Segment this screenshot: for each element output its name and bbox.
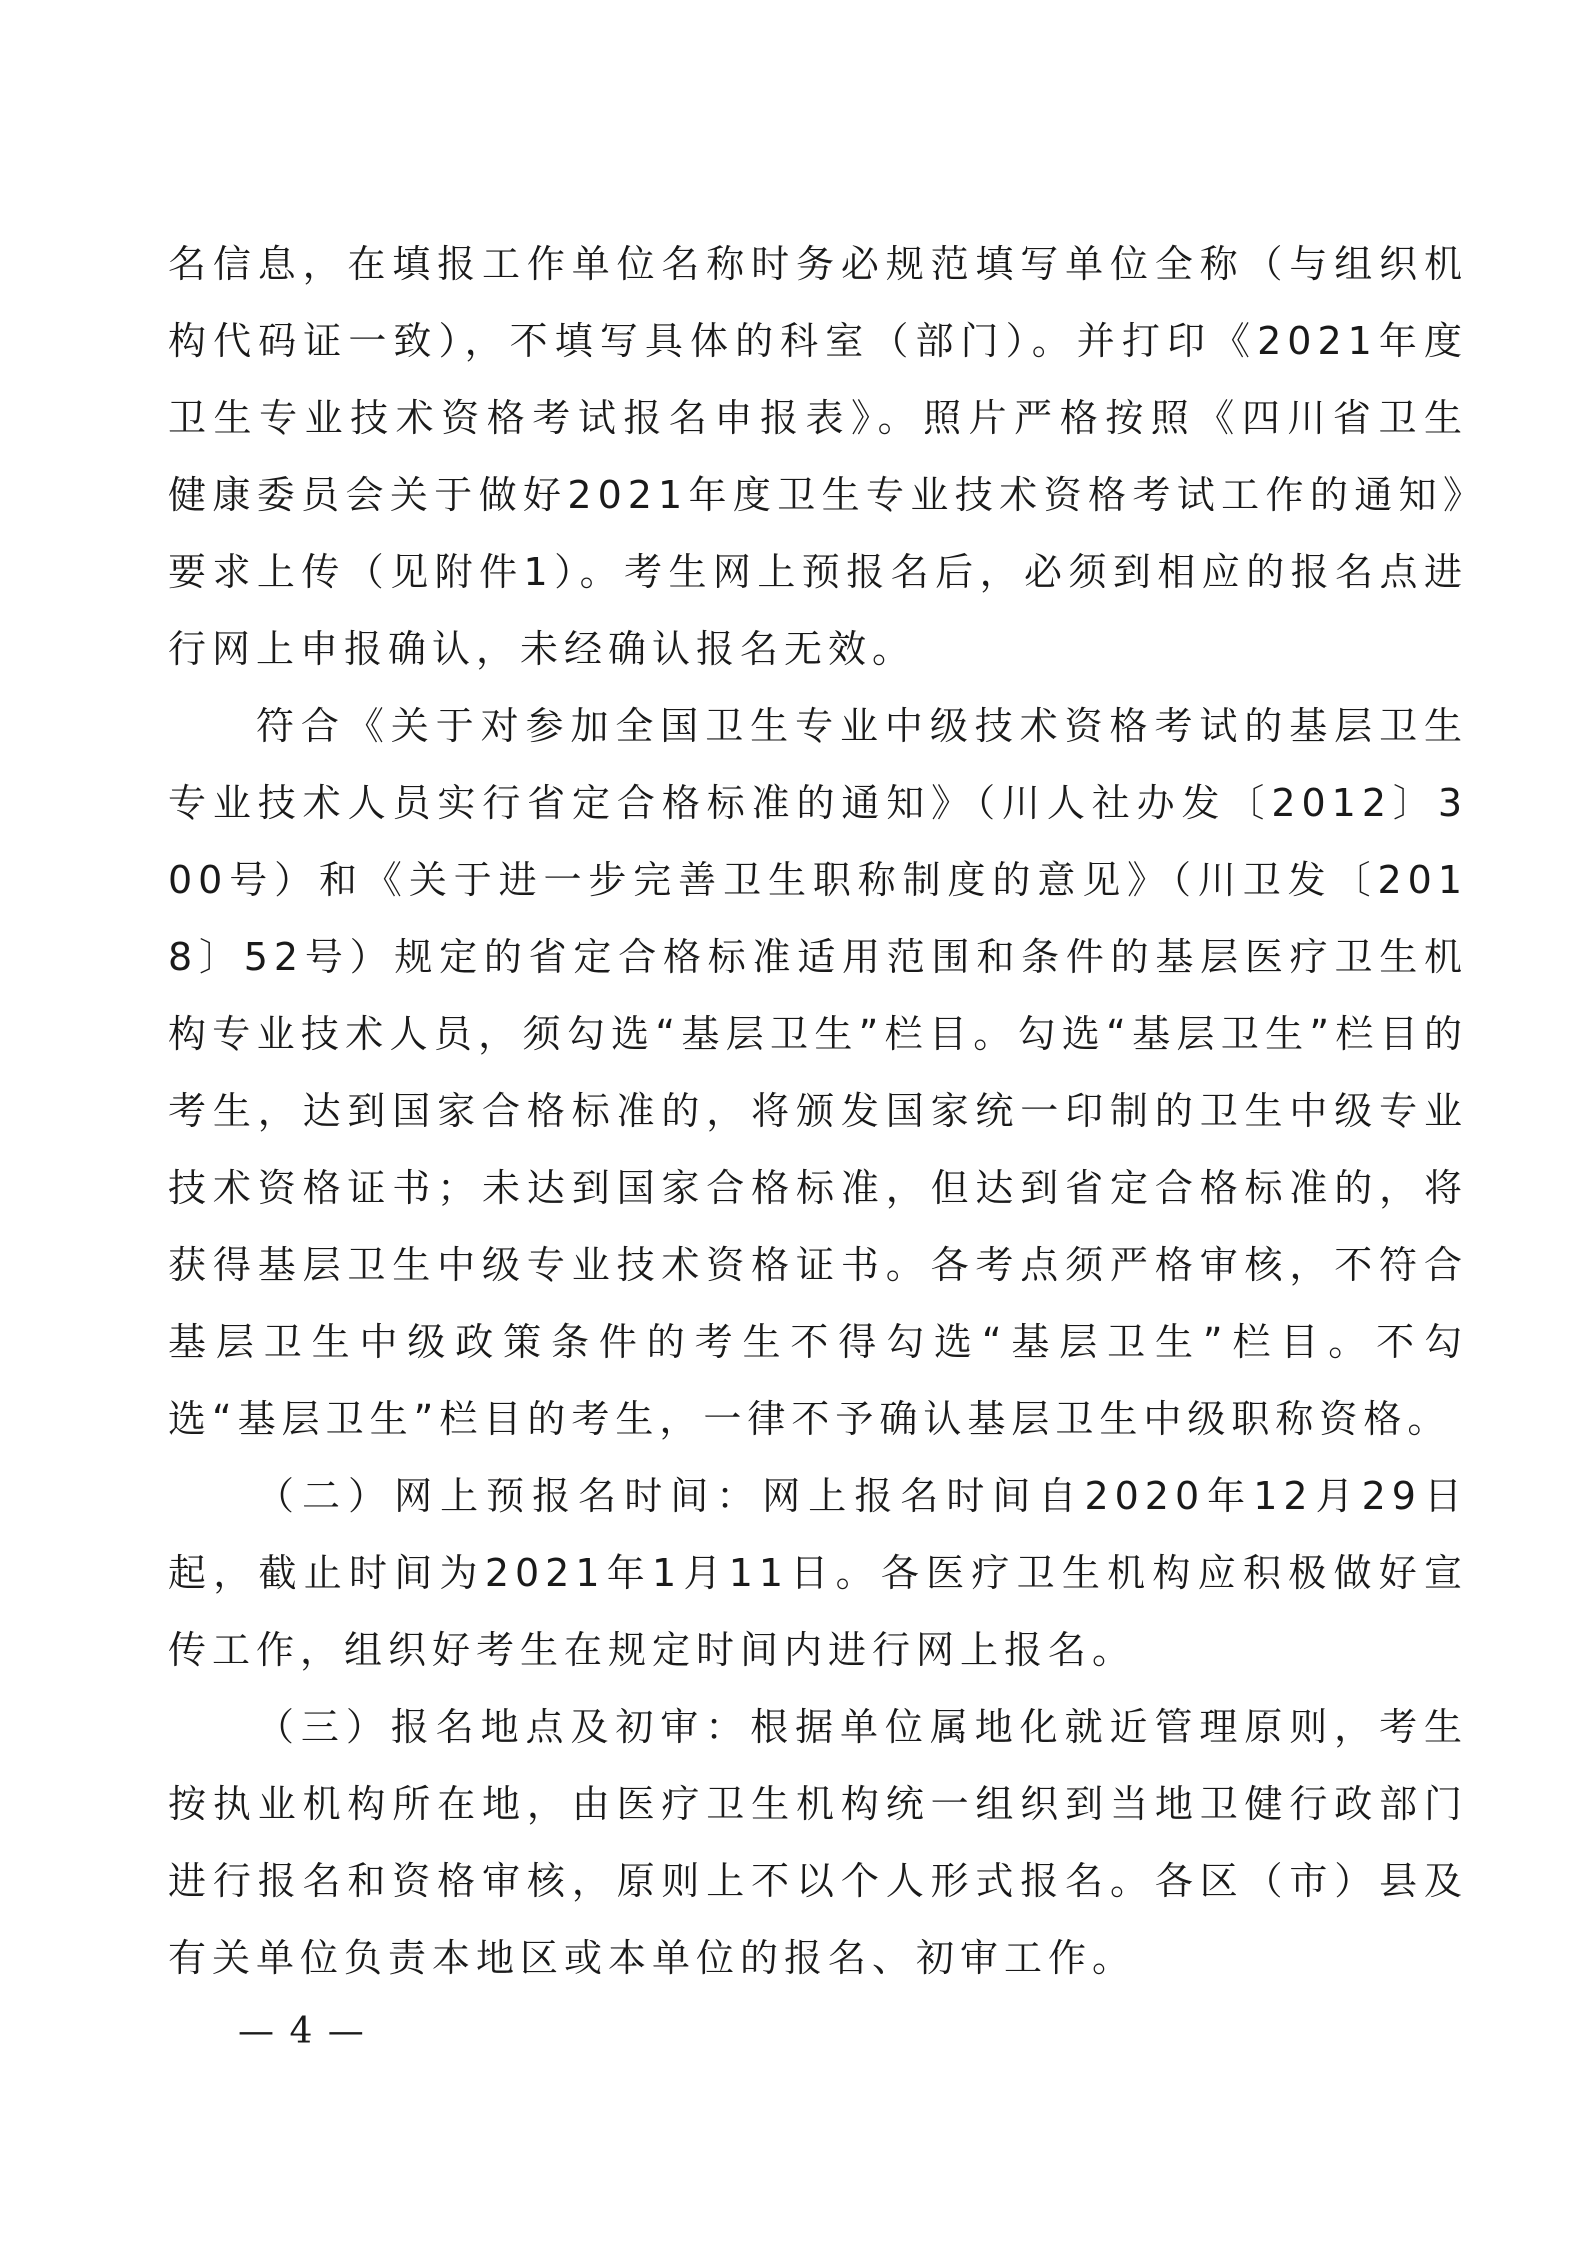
paragraph-online-registration-time: （二）网上预报名时间：网上报名时间自2020年12月29日起，截止时间为2021年1月11日。各医疗卫生机构应积极做好宣传工作，组织好考生在规定时间内进行网上报名。: [168, 1474, 1468, 1672]
paragraph-registration-info: 名信息，在填报工作单位名称时务必规范填写单位全称（与组织机构代码证一致），不填写具体的科室（部门）。并打印《2021年度卫生专业技术资格考试报名申报表》。照片严格按照《四川省卫生健康委员会关于做好2021年度卫生专业技术资格考试工作的通知》要求上传（见附件1）。考生网上预报名后，必须到相应的报名点进行网上申报确认，未经确认报名无效。: [168, 242, 1468, 671]
page-number: — 4 —: [238, 2011, 366, 2052]
paragraph-registration-location: （三）报名地点及初审：根据单位属地化就近管理原则，考生按执业机构所在地，由医疗卫生机构统一组织到当地卫健行政部门进行报名和资格审核，原则上不以个人形式报名。各区（市）县及有关单位负责本地区或本单位的报名、初审工作。: [168, 1705, 1468, 1980]
document-body: [168, 226, 1468, 1997]
paragraph-grassroots-standard: 符合《关于对参加全国卫生专业中级技术资格考试的基层卫生专业技术人员实行省定合格标准的通知》（川人社办发〔2012〕300号）和《关于进一步完善卫生职称制度的意见》（川卫发〔2018〕52号）规定的省定合格标准适用范围和条件的基层医疗卫生机构专业技术人员，须勾选“基层卫生”栏目。勾选“基层卫生”栏目的考生，达到国家合格标准的，将颁发国家统一印制的卫生中级专业技术资格证书；未达到国家合格标准，但达到省定合格标准的，将获得基层卫生中级专业技术资格证书。各考点须严格审核，不符合基层卫生中级政策条件的考生不得勾选“基层卫生”栏目。不勾选“基层卫生”栏目的考生，一律不予确认基层卫生中级职称资格。: [168, 704, 1468, 1441]
